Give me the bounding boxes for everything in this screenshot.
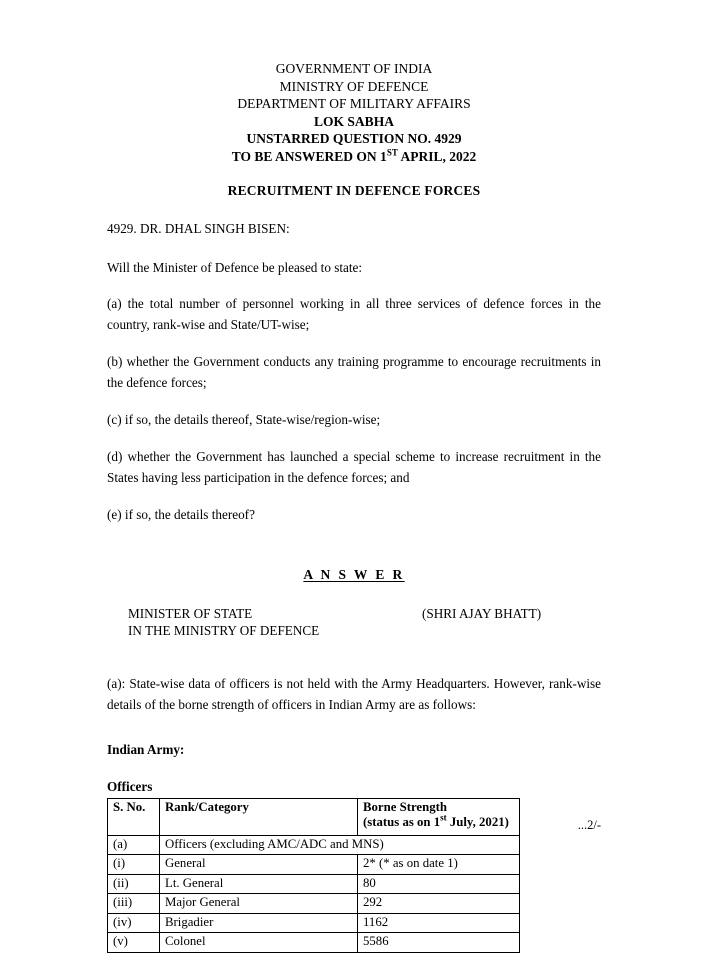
row-sno: (iii)	[108, 894, 160, 914]
question-intro: Will the Minister of Defence be pleased to state:	[107, 259, 363, 275]
question-part-a: (a) the total number of personnel working in all three services of defence forces in the country, rank-wise and State/UT-wise;	[107, 295, 601, 332]
row-strength: 2* (* as on date 1)	[358, 855, 520, 875]
row-rank: Major General	[160, 894, 358, 914]
header-line-government: GOVERNMENT OF INDIA	[275, 61, 433, 76]
header-line-answer-date	[107, 148, 601, 166]
row-sno: (i)	[108, 855, 160, 875]
column-header-rank-category: Rank/Category	[160, 798, 358, 835]
answer-date-prefix: TO BE ANSWERED ON 1	[231, 148, 387, 164]
row-strength: 5586	[358, 933, 520, 953]
row-strength: 292	[358, 894, 520, 914]
question-subject-title: RECRUITMENT IN DEFENCE FORCES	[227, 182, 481, 198]
row-sno: (v)	[108, 933, 160, 953]
question-number-and-member: 4929. DR. DHAL SINGH BISEN:	[107, 220, 290, 236]
table-row	[108, 933, 520, 953]
minister-name: (SHRI AJAY BHATT)	[422, 605, 542, 621]
column-header-sno: S. No.	[108, 798, 160, 835]
table-body	[108, 835, 520, 952]
status-date-prefix: (status as on 1	[363, 815, 441, 830]
document-header	[107, 60, 601, 166]
minister-designation-line-2: IN THE MINISTRY OF DEFENCE	[128, 623, 320, 639]
table-row	[108, 874, 520, 894]
minister-block	[107, 605, 601, 640]
header-line-ministry: MINISTRY OF DEFENCE	[279, 78, 429, 94]
row-sno: (iv)	[108, 913, 160, 933]
question-part-c: (c) if so, the details thereof, State-wise/region-wise;	[107, 411, 381, 427]
question-part-d: (d) whether the Government has launched a special scheme to increase recruitment in the States having less participation in the defence forces; and	[107, 448, 601, 485]
answer-heading-text: A N S W E R	[303, 566, 405, 582]
header-line-department: DEPARTMENT OF MILITARY AFFAIRS	[237, 96, 471, 112]
status-date-ordinal-suffix: st	[440, 812, 447, 823]
question-part-e: (e) if so, the details thereof?	[107, 506, 255, 522]
row-rank: General	[160, 855, 358, 875]
page-continuation-marker: ...2/-	[577, 818, 601, 832]
group-row-sno: (a)	[108, 835, 160, 855]
header-line-house: LOK SABHA	[314, 113, 394, 129]
question-part-b: (b) whether the Government conducts any training programme to encourage recruitments in the defence forces;	[107, 353, 601, 390]
table-caption-officers: Officers	[107, 778, 153, 794]
header-line-question-no: UNSTARRED QUESTION NO. 4929	[246, 131, 462, 147]
row-rank: Lt. General	[160, 874, 358, 894]
answer-heading	[107, 567, 601, 583]
row-strength: 80	[358, 874, 520, 894]
borne-strength-title: Borne Strength	[363, 799, 448, 814]
row-rank: Colonel	[160, 933, 358, 953]
table-row	[108, 913, 520, 933]
row-sno: (ii)	[108, 874, 160, 894]
table-group-row	[108, 835, 520, 855]
page-footer	[107, 818, 601, 833]
row-rank: Brigadier	[160, 913, 358, 933]
service-heading-indian-army: Indian Army:	[107, 741, 185, 757]
table-row	[108, 855, 520, 875]
group-row-label: Officers (excluding AMC/ADC and MNS)	[160, 835, 520, 855]
status-date-suffix: July, 2021)	[446, 815, 509, 830]
answer-date-suffix: APRIL, 2022	[397, 148, 477, 164]
table-row	[108, 894, 520, 914]
row-strength: 1162	[358, 913, 520, 933]
answer-part-a-text: (a): State-wise data of officers is not held with the Army Headquarters. However, rank-wise details of the borne strength of officers in Indian Army are as follows:	[107, 675, 601, 712]
answer-date-ordinal-suffix: ST	[386, 147, 398, 158]
minister-designation-line-1: MINISTER OF STATE	[128, 605, 253, 621]
